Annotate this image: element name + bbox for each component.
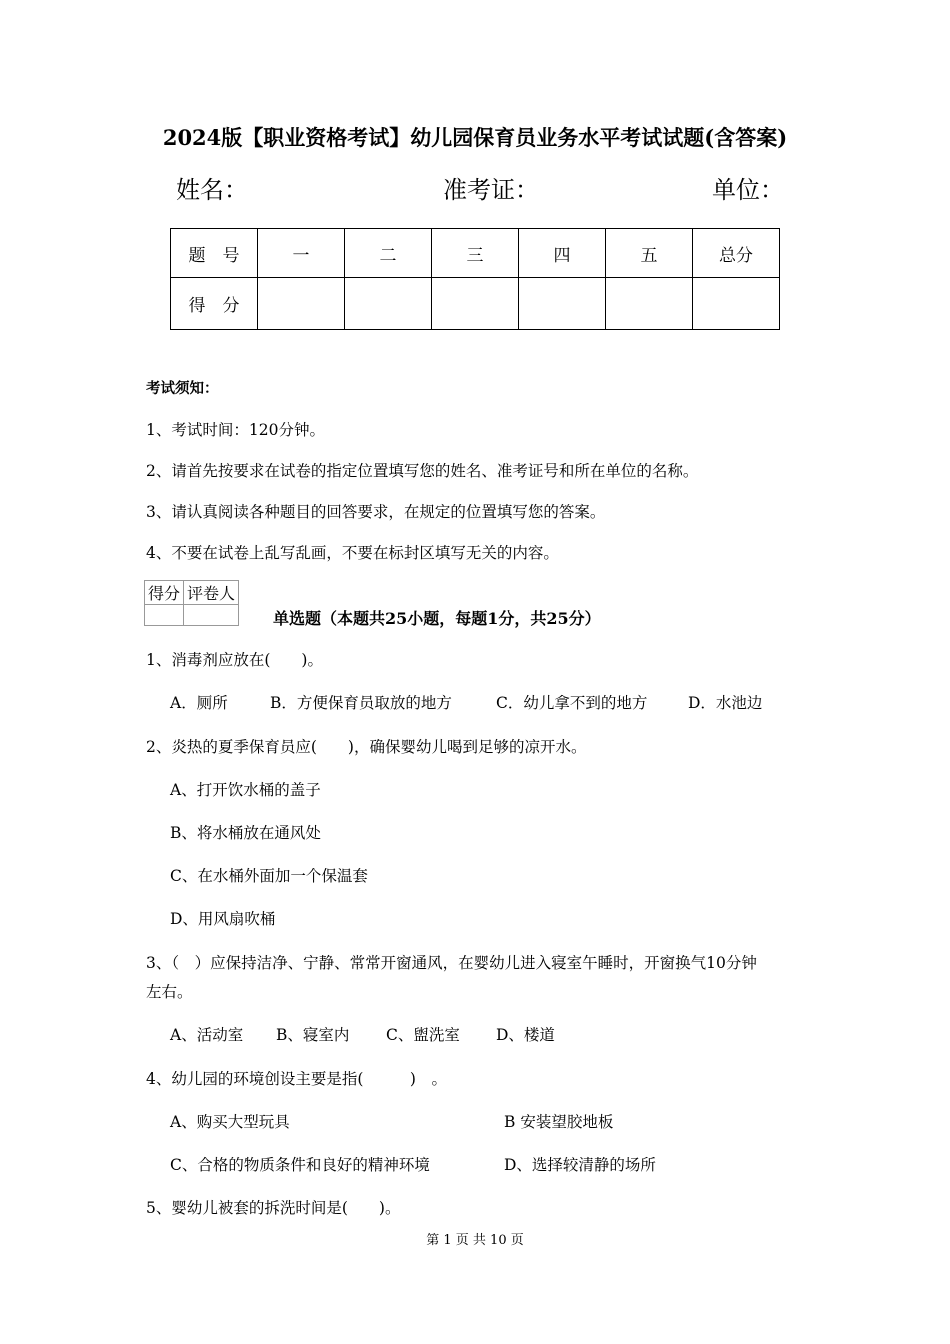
score-table-header-cell: 三 — [432, 229, 519, 278]
question-stem: 4、幼儿园的环境创设主要是指( ) 。 — [146, 1070, 447, 1088]
grader-score-label: 得分 — [145, 581, 184, 605]
question-option: C、合格的物质条件和良好的精神环境 — [170, 1156, 430, 1174]
question-stem: 5、婴幼儿被套的拆洗时间是( )。 — [146, 1199, 401, 1217]
notice-item: 4、不要在试卷上乱写乱画，不要在标封区填写无关的内容。 — [146, 544, 559, 562]
score-table-score-row — [171, 278, 780, 330]
question-option: B 安装望胶地板 — [504, 1113, 614, 1131]
grader-box — [144, 580, 239, 626]
question-stem: 3、（ ）应保持洁净、宁静、常常开窗通风，在婴幼儿进入寝室午睡时，开窗换气10分钟 — [146, 954, 757, 972]
score-table-header-cell: 题 号 — [171, 229, 258, 278]
score-input-cell[interactable] — [606, 278, 693, 330]
grader-name-cell[interactable] — [184, 605, 239, 626]
question-option: B．方便保育员取放的地方 — [270, 694, 452, 712]
name-field-label: 姓名： — [176, 176, 248, 204]
score-table-header-cell: 总分 — [693, 229, 780, 278]
exam-number-field-label: 准考证： — [443, 176, 539, 204]
grader-name-label: 评卷人 — [184, 581, 239, 605]
score-input-cell[interactable] — [432, 278, 519, 330]
score-table-header-cell: 二 — [345, 229, 432, 278]
score-table-header-row — [171, 229, 780, 278]
score-table-header-cell: 四 — [519, 229, 606, 278]
question-stem-continuation: 左右。 — [146, 983, 193, 1001]
question-option: D、楼道 — [496, 1026, 555, 1044]
score-table — [170, 228, 780, 330]
exam-title: 2024版【职业资格考试】幼儿园保育员业务水平考试试题(含答案) — [162, 125, 788, 150]
score-input-cell[interactable] — [345, 278, 432, 330]
question-option: D、选择较清静的场所 — [504, 1156, 656, 1174]
notice-heading: 考试须知： — [146, 380, 219, 397]
score-table-header-cell: 一 — [258, 229, 345, 278]
question-option: A．厕所 — [170, 694, 228, 712]
question-option: C、盥洗室 — [386, 1026, 460, 1044]
question-option: C．幼儿拿不到的地方 — [496, 694, 648, 712]
grader-score-cell[interactable] — [145, 605, 184, 626]
score-table-header-cell: 五 — [606, 229, 693, 278]
score-input-cell[interactable] — [258, 278, 345, 330]
notice-item: 2、请首先按要求在试卷的指定位置填写您的姓名、准考证号和所在单位的名称。 — [146, 462, 699, 480]
notice-item: 3、请认真阅读各种题目的回答要求，在规定的位置填写您的答案。 — [146, 503, 606, 521]
question-option: A、打开饮水桶的盖子 — [170, 781, 321, 799]
unit-field-label: 单位： — [712, 176, 784, 204]
score-row-label: 得 分 — [171, 278, 258, 330]
question-option: D．水池边 — [688, 694, 763, 712]
section-title: 单选题（本题共25小题，每题1分，共25分） — [273, 609, 601, 628]
score-input-cell[interactable] — [693, 278, 780, 330]
question-option: B、将水桶放在通风处 — [170, 824, 321, 842]
score-input-cell[interactable] — [519, 278, 606, 330]
question-option: D、用风扇吹桶 — [170, 910, 276, 928]
question-stem: 2、炎热的夏季保育员应( )，确保婴幼儿喝到足够的凉开水。 — [146, 738, 587, 756]
question-option: A、活动室 — [170, 1026, 244, 1044]
question-option: B、寝室内 — [276, 1026, 350, 1044]
question-option: A、购买大型玩具 — [170, 1113, 290, 1131]
question-option: C、在水桶外面加一个保温套 — [170, 867, 368, 885]
page-footer: 第 1 页 共 10 页 — [426, 1233, 524, 1248]
question-stem: 1、消毒剂应放在( )。 — [146, 651, 323, 669]
notice-item: 1、考试时间：120分钟。 — [146, 421, 325, 439]
